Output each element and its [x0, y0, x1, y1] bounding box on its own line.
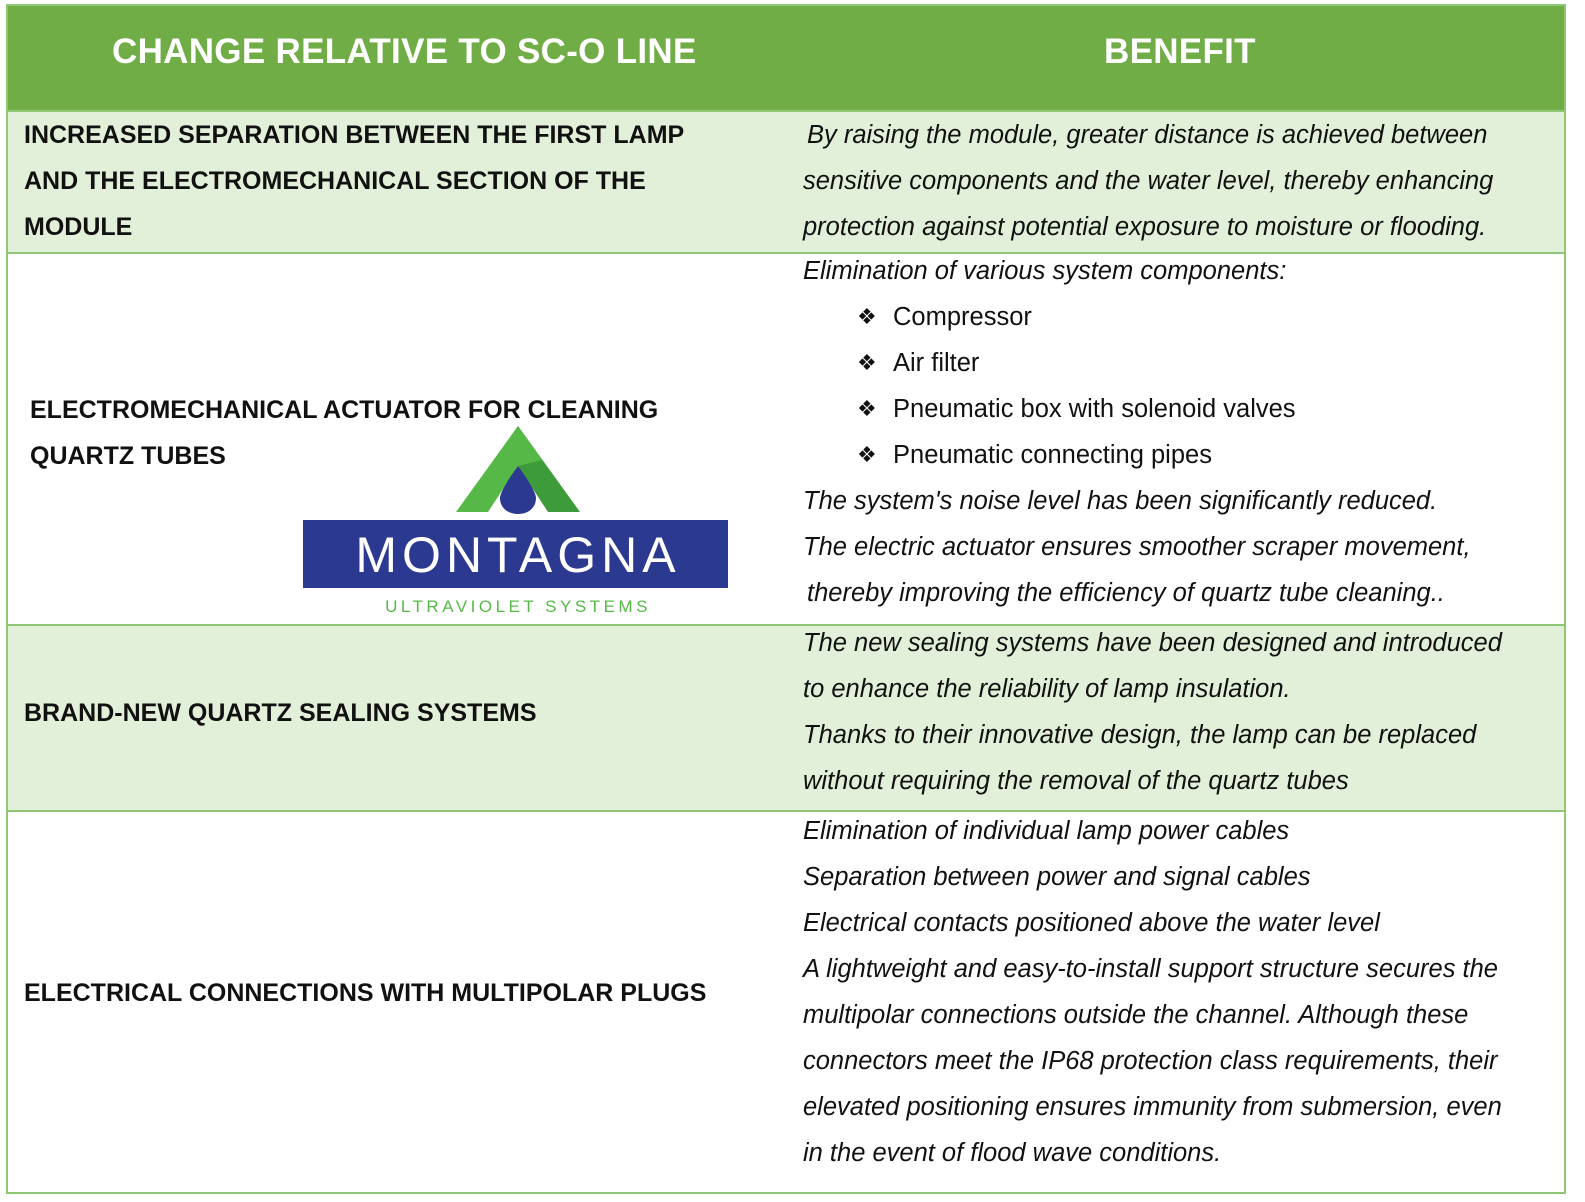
benefit-line: Electrical contacts positioned above the water level [803, 909, 1380, 937]
change-line: QUARTZ TUBES [30, 442, 226, 470]
benefit-line: thereby improving the efficiency of quartz tube cleaning.. [807, 579, 1445, 607]
table-row [8, 254, 1564, 626]
list-item: ❖ Pneumatic connecting pipes [803, 432, 1553, 478]
table-row [8, 626, 1564, 812]
benefit-intro: Elimination of various system components: [803, 257, 1287, 285]
header-benefit: BENEFIT [1104, 32, 1256, 71]
component-list [803, 294, 1553, 478]
table-row [8, 112, 1564, 254]
comparison-table [6, 4, 1566, 1194]
benefit-cell [803, 620, 1553, 804]
benefit-line: sensitive components and the water level, thereby enhancing [803, 167, 1494, 195]
montagna-logo [296, 420, 728, 620]
benefit-cell [803, 248, 1553, 616]
benefit-line: Separation between power and signal cables [803, 863, 1311, 891]
change-line: BRAND-NEW QUARTZ SEALING SYSTEMS [24, 699, 537, 727]
benefit-line: connectors meet the IP68 protection class requirements, their [803, 1047, 1498, 1075]
benefit-cell [803, 808, 1553, 1176]
diamond-bullet-icon: ❖ [857, 304, 877, 329]
diamond-bullet-icon: ❖ [857, 442, 877, 467]
change-cell [24, 970, 706, 1016]
diamond-bullet-icon: ❖ [857, 350, 877, 375]
benefit-line: to enhance the reliability of lamp insulation. [803, 675, 1291, 703]
benefit-line: without requiring the removal of the quartz tubes [803, 767, 1349, 795]
benefit-line: The new sealing systems have been designed and introduced [803, 629, 1502, 657]
benefit-line: protection against potential exposure to moisture or flooding. [803, 213, 1487, 241]
diamond-bullet-icon: ❖ [857, 396, 877, 421]
logo-tagline: ULTRAVIOLET SYSTEMS [385, 597, 651, 616]
logo-brand: MONTAGNA [355, 527, 681, 583]
change-line: ELECTROMECHANICAL ACTUATOR FOR CLEANING [30, 396, 659, 424]
benefit-line: The electric actuator ensures smoother scraper movement, [803, 533, 1471, 561]
list-item: ❖ Air filter [803, 340, 1553, 386]
benefit-line: Thanks to their innovative design, the lamp can be replaced [803, 721, 1477, 749]
benefit-line: in the event of flood wave conditions. [803, 1139, 1222, 1167]
table-header [8, 6, 1564, 112]
mountain-drop-icon [296, 420, 728, 620]
benefit-line: elevated positioning ensures immunity from submersion, even [803, 1093, 1502, 1121]
header-change: CHANGE RELATIVE TO SC-O LINE [112, 32, 697, 71]
change-line: ELECTRICAL CONNECTIONS WITH MULTIPOLAR PLUGS [24, 979, 707, 1007]
list-item: ❖ Compressor [803, 294, 1553, 340]
benefit-line: A lightweight and easy-to-install support structure secures the [803, 955, 1498, 983]
benefit-cell [803, 112, 1553, 250]
change-cell [24, 112, 684, 250]
benefit-line: By raising the module, greater distance is achieved between [807, 121, 1488, 149]
change-line: AND THE ELECTROMECHANICAL SECTION OF THE [24, 167, 646, 195]
benefit-line: The system's noise level has been significantly reduced. [803, 487, 1438, 515]
list-item: ❖ Pneumatic box with solenoid valves [803, 386, 1553, 432]
change-cell [24, 690, 537, 736]
benefit-line: multipolar connections outside the channel. Although these [803, 1001, 1469, 1029]
table-row [8, 812, 1564, 1192]
change-line: INCREASED SEPARATION BETWEEN THE FIRST LAMP [24, 121, 685, 149]
change-line: MODULE [24, 213, 133, 241]
benefit-line: Elimination of individual lamp power cables [803, 817, 1290, 845]
